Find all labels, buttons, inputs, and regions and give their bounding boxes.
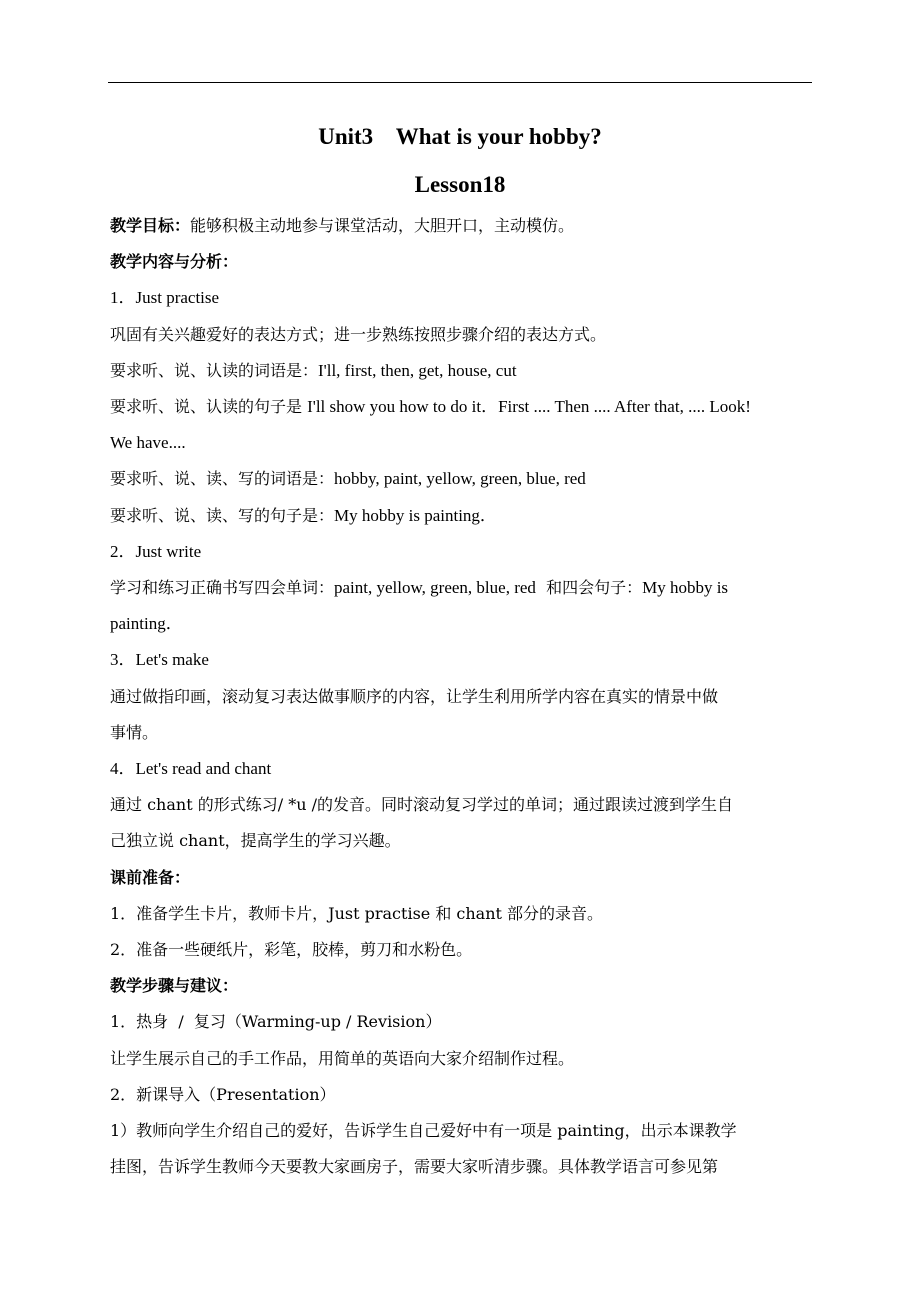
preparation-heading: 课前准备： (110, 867, 191, 887)
section3-line1: 通过做指印画，滚动复习表达做事顺序的内容，让学生利用所学内容在真实的情景中做 (110, 686, 719, 706)
section1-line5 (110, 498, 812, 534)
preparation-item1: 1．准备学生卡片，教师卡片，Just practise 和 chant 部分的录音。 (110, 903, 604, 923)
section2-line1 (110, 570, 812, 606)
section2-line1-sentence: My hobby is (642, 578, 729, 598)
section4-line2: 己独立说 chant，提高学生的学习兴趣。 (110, 831, 401, 851)
section1-line3-cont: We have.... (110, 433, 186, 453)
section1-heading: 1．Just practise (110, 288, 220, 308)
section3-heading: 3．Let's make (110, 650, 209, 670)
section1-line5-prefix: 要求听、说、读、写的句子是： (110, 505, 335, 525)
section1-line3-prefix: 要求听、说、认读的句子是 (110, 397, 308, 417)
section1-line1: 巩固有关兴趣爱好的表达方式；进一步熟练按照步骤介绍的表达方式。 (110, 324, 607, 344)
content-heading: 教学内容与分析： (110, 252, 239, 272)
step1-text: 让学生展示自己的手工作品，用简单的英语向大家介绍制作过程。 (110, 1048, 575, 1068)
section4-line1: 通过 chant 的形式练习/ *u /的发音。同时滚动复习学过的单词；通过跟读过渡到学生自 (110, 795, 733, 815)
section1-line3 (110, 389, 812, 425)
section1-line4 (110, 461, 812, 497)
step1-heading: 1．热身 / 复习（Warming-up / Revision） (110, 1012, 442, 1032)
section1-line4-prefix: 要求听、说、读、写的词语是： (110, 469, 335, 489)
document-title: Unit3 What is your hobby? (318, 124, 602, 149)
section1-line2 (110, 353, 812, 389)
section1-line3-text: I'll show you how to do it．First .... Then .... After that, .... Look! (307, 397, 751, 417)
document-body (110, 208, 812, 1185)
objectives-label: 教学目标： (110, 216, 191, 235)
section2-heading: 2．Just write (110, 541, 202, 561)
header-rule (108, 82, 812, 83)
steps-heading: 教学步骤与建议： (110, 976, 239, 996)
objectives-text: 能够积极主动地参与课堂活动，大胆开口，主动模仿。 (190, 216, 575, 235)
preparation-item2: 2．准备一些硬纸片，彩笔，胶棒，剪刀和水粉色。 (110, 940, 473, 960)
section3-line2: 事情。 (110, 722, 159, 742)
step2-heading: 2．新课导入（Presentation） (110, 1084, 336, 1104)
objectives-paragraph (110, 208, 812, 244)
section2-line1-mid: 和四会句子： (535, 578, 643, 598)
step2-line2: 挂图，告诉学生教师今天要教大家画房子，需要大家听清步骤。具体教学语言可参见第 (110, 1157, 719, 1177)
section2-line1-cont: painting． (110, 614, 183, 634)
step2-line1: 1）教师向学生介绍自己的爱好，告诉学生自己爱好中有一项是 painting，出示本课教学 (110, 1121, 737, 1141)
document-subtitle: Lesson18 (414, 172, 506, 197)
section1-line2-prefix: 要求听、说、认读的词语是： (110, 360, 319, 380)
section1-line2-words: I'll, first, then, get, house, cut (318, 360, 517, 380)
section1-line4-words: hobby, paint, yellow, green, blue, red (334, 469, 586, 489)
section2-line1-words: paint, yellow, green, blue, red (334, 578, 536, 598)
section4-heading: 4．Let's read and chant (110, 759, 272, 779)
section2-line1-prefix: 学习和练习正确书写四会单词： (110, 578, 335, 598)
section1-line5-text: My hobby is painting． (334, 505, 497, 525)
